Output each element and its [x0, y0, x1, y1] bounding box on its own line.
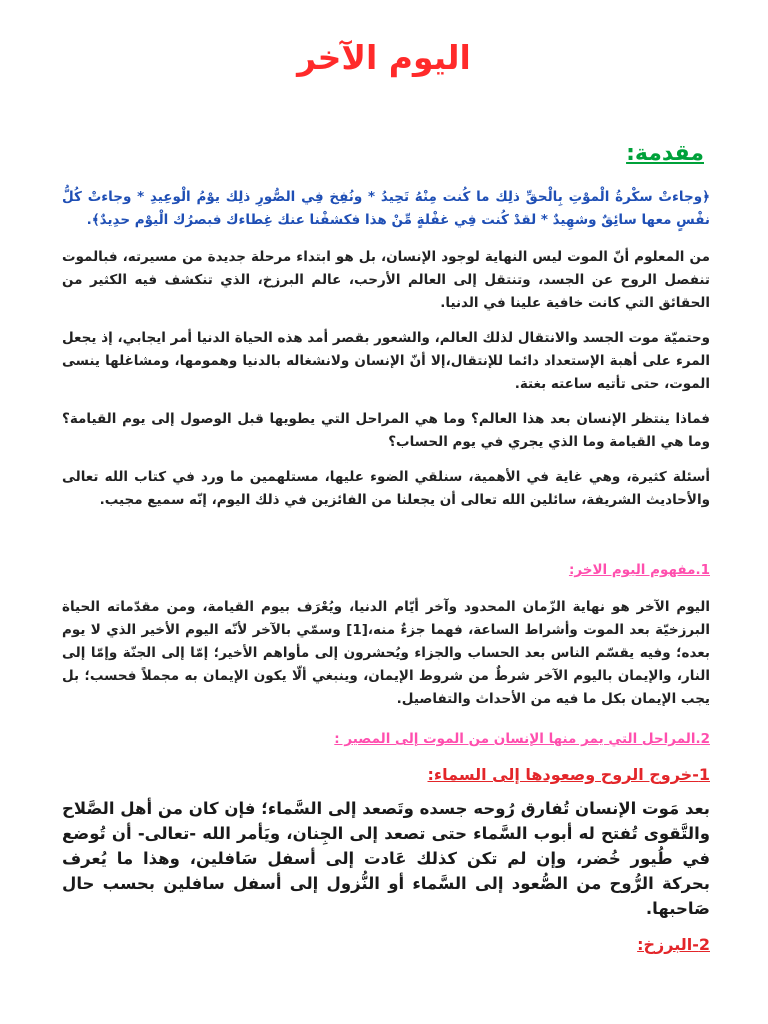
- page-title: اليوم الآخر: [297, 38, 471, 77]
- subsection-2-heading: 2-البرزخ:: [637, 935, 710, 954]
- section-1-text: اليوم الآخر هو نهاية الزّمان المحدود وآخر أيّام الدنيا، ويُعْرَف بيوم القيامة، ومن مقدّماته الحياة البرزخيّة بعد الموت وأشراط الساعة، فهما جزءٌ منه،[1] وسمّي بالآخر لأنّه اليوم الأخير الذي لا يوم بعده؛ وفيه يقسّم الناس بعد الحساب والجزاء ويُحشرون إلى مأواهم الأخير؛ إمّا إلى الجنّة وإمّا إلى النار، والإيمان باليوم الآخر شرطٌ من شروط الإيمان، وينبغي ألّا يكون الإيمان به مجملاً فحسب؛ بل يجب الإيمان بكل ما فيه من الأحداث والتفاصيل.: [62, 599, 710, 707]
- section-1-heading: 1.مفهوم اليوم الاخر:: [568, 562, 710, 578]
- document-content: [62, 186, 710, 954]
- subsection-1-heading: 1-خروج الروح وصعودها إلى السماء:: [427, 765, 710, 784]
- intro-paragraph-1: من المعلوم أنّ الموت ليس النهاية لوجود الإنسان، بل هو ابتداء مرحلة جديدة من مسيرته، فبالموت تنفصل الروح عن الجسد، وتنتقل إلى العالم الأرحب، عالم البرزخ، الذي تنكشف فيه الكثير من الحقائق التي كانت خافية علينا في الدنيا.: [62, 249, 710, 311]
- quran-verse: ﴿وجاءتْ سكْرةُ الْموْتِ بِالْحقِّ ذلِك ما كُنت مِنْهُ تَحِيدُ * ونُفِخ فِي الصُّورِ ذلِك يوْمُ الْوعِيدِ * وجاءتْ كُلُّ نفْسٍ معها سائِقٌ وشهِيدٌ * لقدْ كُنت فِي غفْلةٍ مِّنْ هذا فكشفْنا عنك غِطاءك فبصرُك الْيوْم حدِيدٌ﴾.: [62, 189, 710, 228]
- intro-heading: مقدمة:: [626, 141, 704, 166]
- intro-paragraph-3: فماذا ينتظر الإنسان بعد هذا العالم؟ وما هي المراحل التي يطويها قبل الوصول إلى يوم القيامة؟وما هي القيامة وما الذي يجري في يوم الحساب؟: [62, 411, 710, 450]
- intro-paragraph-4: أسئلة كثيرة، وهي غاية في الأهمية، سنلقي الضوء عليها، مستلهمين ما ورد في كتاب الله تعالى والأحاديث الشريفة، سائلين الله تعالى أن يجعلنا من الفائزين في ذلك اليوم، إنّه سميع مجيب.: [62, 469, 710, 508]
- subsection-1-text: بعد مَوت الإنسان تُفارق رُوحه جسده وتَصعد إلى السَّماء؛ فإن كان من أهل الصَّلاح والتَّقوى تُفتح له أبوب السَّماء حتى تصعد إلى الجِنان، ويَأمر الله -تعالى- أن تُوضع في طُيور خُضر، وإن لم تكن كذلك عَادت إلى أسفل سَافلين، وهذا ما يُعرف بحركة الرُّوح من الصُّعود إلى السَّماء أو النُّزول إلى أسفل سافلين بحسب حال صَاحبها.: [62, 799, 710, 918]
- intro-paragraph-2: وحتميّة موت الجسد والانتقال لذلك العالم، والشعور بقصر أمد هذه الحياة الدنيا أمر ايجابي، إذ يجعل المرء على أهبة الإستعداد دائما للإنتقال،إلا أنّ الإنسان ولانشغاله بالدنيا وهمومها، ومشاغلها ينسى الموت، حتى تأتيه ساعته بغتة.: [62, 330, 710, 392]
- section-2-heading: 2.المراحل التي يمر منها الإنسان من الموت إلى المصير :: [334, 731, 710, 747]
